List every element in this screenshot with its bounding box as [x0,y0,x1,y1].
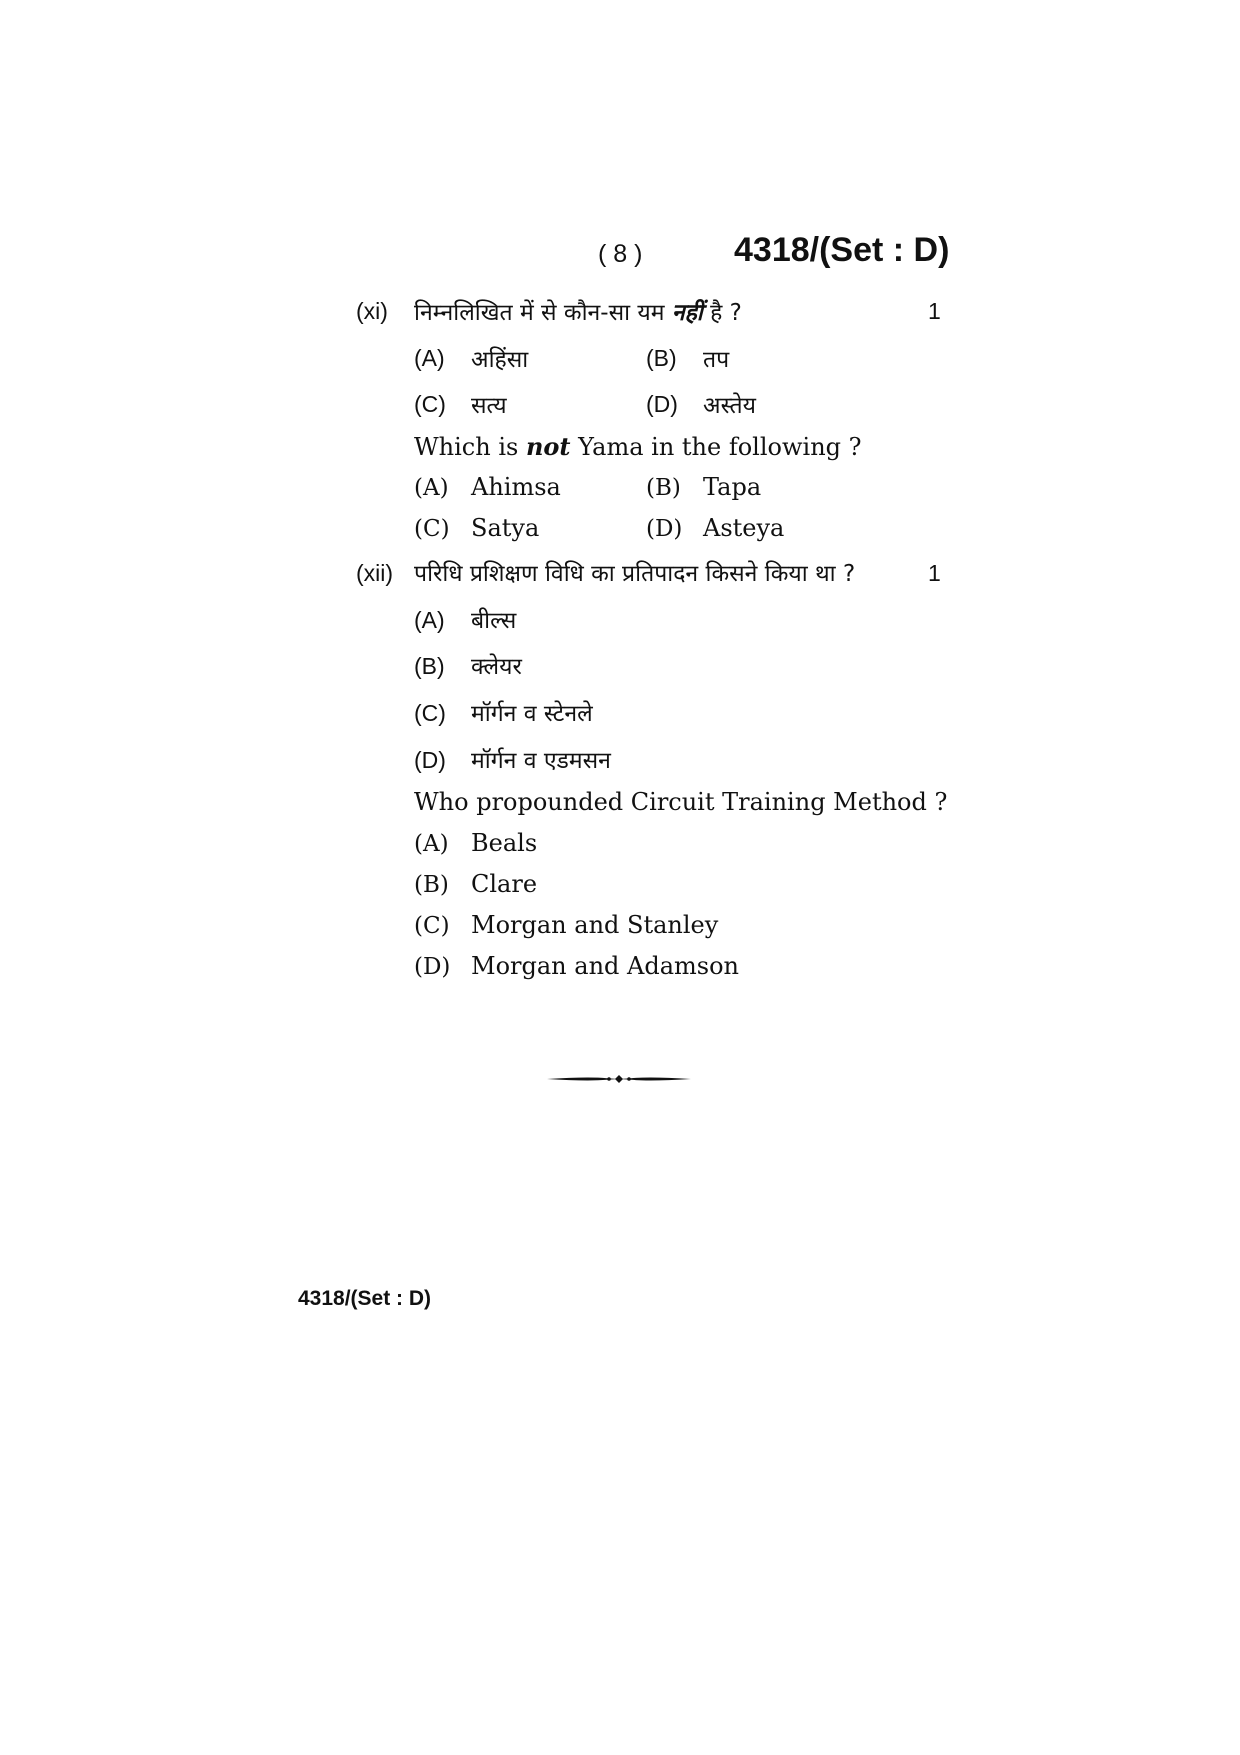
page-number: ( 8 ) [598,240,643,268]
option-letter: (A) [414,607,445,633]
option-letter: (A) [414,345,445,371]
option-text: मॉर्गन व एडमसन [471,748,611,774]
option-text: क्लेयर [471,654,522,680]
option-text: अस्तेय [703,393,756,419]
option-letter: (C) [414,516,450,542]
question-xi-hindi-emphasis: नहीं [671,300,703,326]
question-xi-english [414,432,862,461]
option-letter: (B) [414,653,445,679]
option-letter: (C) [414,913,450,939]
option-text: तप [703,347,730,373]
question-xi-english-text-before: Which is [414,433,519,461]
question-xii-english: Who propounded Circuit Training Method ? [414,788,948,816]
option-text: मॉर्गन व स्टेनले [471,701,593,727]
question-xii-marks: 1 [928,560,941,586]
question-number-xi: (xi) [356,298,388,324]
option-text: Tapa [703,473,762,501]
option-letter: (A) [414,831,449,857]
question-number-xii: (xii) [356,560,394,586]
option-letter: (D) [646,516,683,542]
question-xi-hindi [414,295,742,327]
paper-code-footer: 4318/(Set : D) [298,1287,432,1310]
question-xi-hindi-text-before: निम्नलिखित में से कौन-सा यम [414,300,665,326]
option-text: Satya [471,514,540,542]
question-xii-hindi: परिधि प्रशिक्षण विधि का प्रतिपादन किसने किया था ? [414,561,856,587]
option-letter: (B) [414,872,449,898]
option-letter: (D) [414,954,451,980]
question-xi-english-emphasis: not [525,432,571,461]
option-text: बील्स [471,608,517,634]
option-letter: (D) [646,391,678,417]
end-ornament [547,1074,691,1084]
option-letter: (B) [646,475,681,501]
option-text: Asteya [703,514,785,542]
question-xi-english-text-after: Yama in the following ? [578,433,862,461]
option-text: Beals [471,829,538,857]
option-text: Ahimsa [471,473,561,501]
option-letter: (B) [646,345,677,371]
question-xi-hindi-text-after: है ? [710,300,742,326]
option-text: सत्य [471,393,507,419]
option-letter: (D) [414,747,446,773]
option-text: Morgan and Stanley [471,911,719,939]
paper-code-header: 4318/(Set : D) [734,231,950,269]
option-letter: (C) [414,391,446,417]
option-text: अहिंसा [471,347,529,373]
option-text: Clare [471,870,538,898]
option-text: Morgan and Adamson [471,952,739,980]
question-xi-marks: 1 [928,298,941,324]
option-letter: (C) [414,700,446,726]
option-letter: (A) [414,475,449,501]
